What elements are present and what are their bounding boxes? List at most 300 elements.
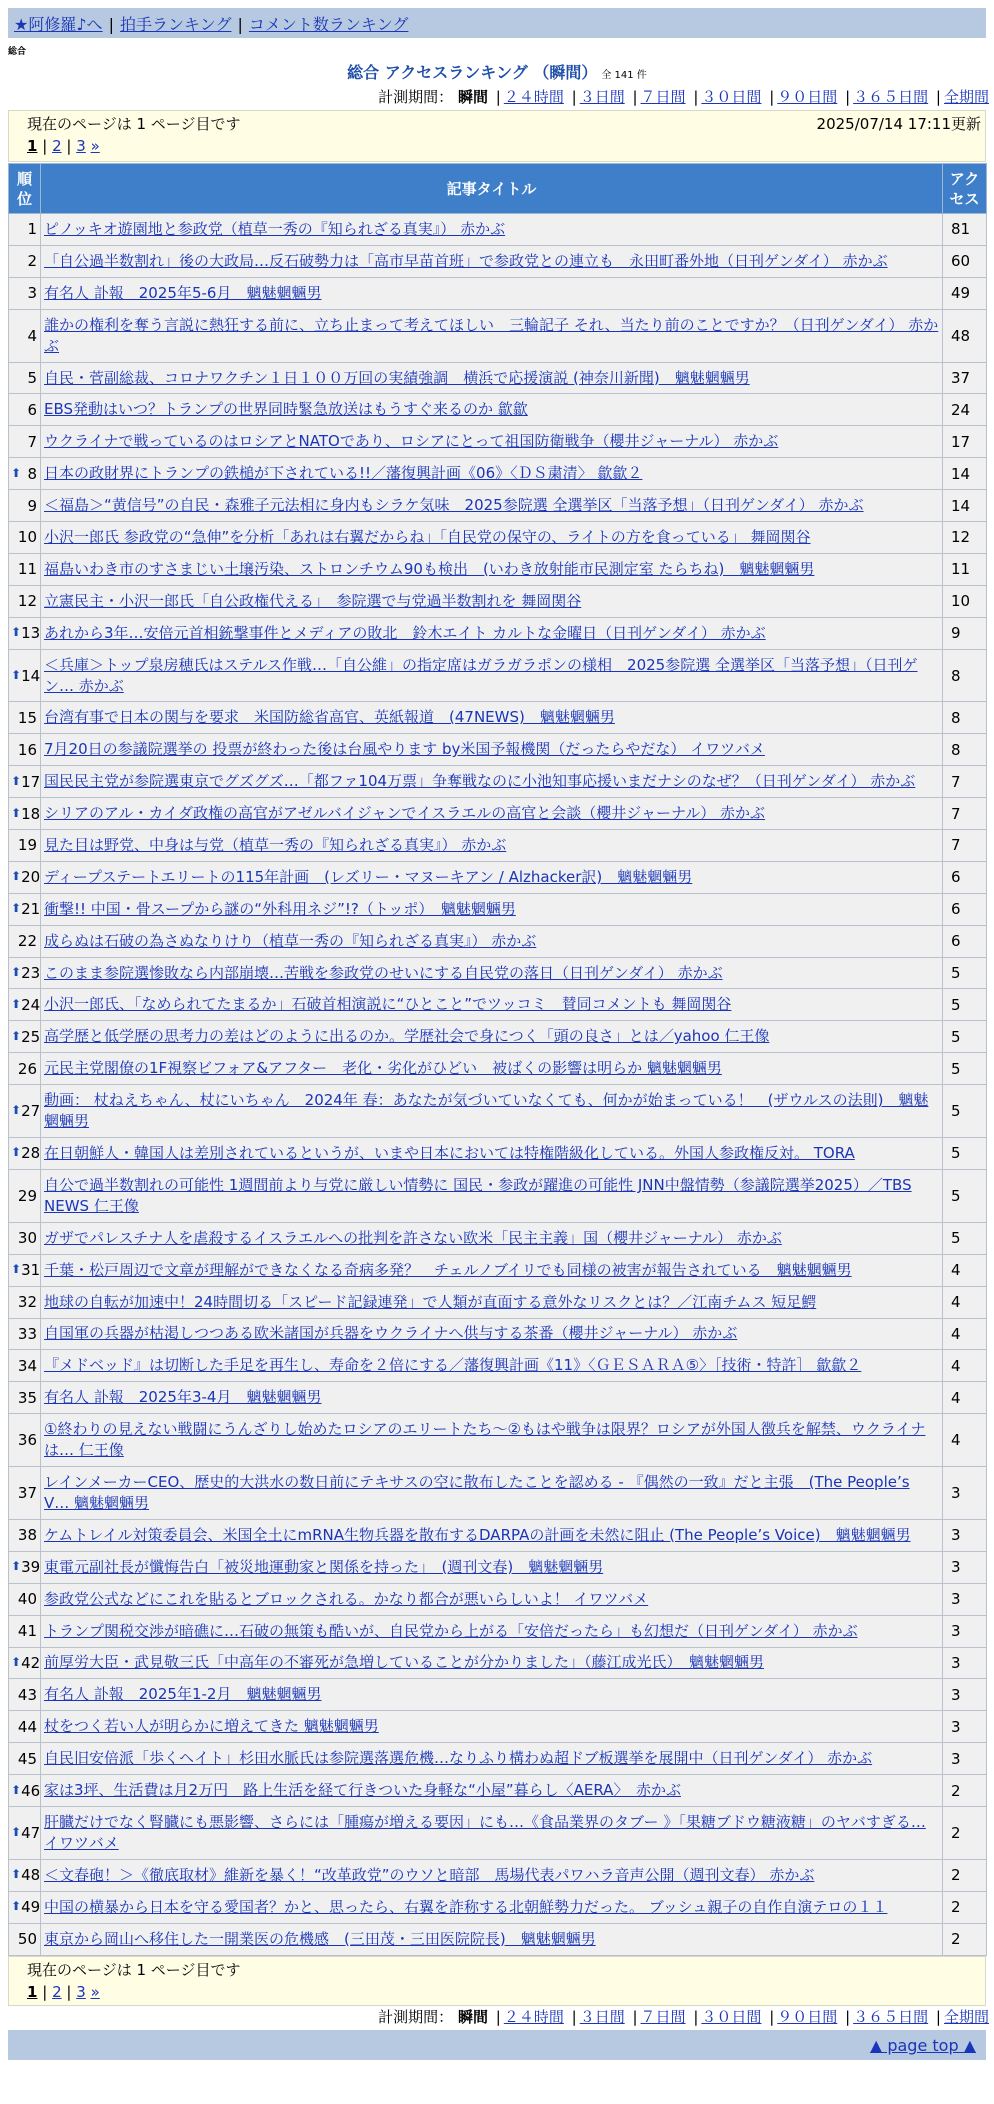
access-count: 3: [943, 1551, 987, 1583]
table-row: [9, 1806, 987, 1859]
access-count: 3: [943, 1519, 987, 1551]
rank-number: 30: [17, 1229, 37, 1248]
period-link-90d[interactable]: ９０日間: [777, 88, 838, 106]
title-cell: [41, 585, 943, 617]
title-cell: [41, 1021, 943, 1053]
link-ashura-home[interactable]: ★阿修羅♪へ: [14, 15, 103, 34]
title-cell: [41, 214, 943, 246]
rank-number: 31: [21, 1261, 41, 1280]
table-row: [9, 1891, 987, 1923]
table-row: [9, 1138, 987, 1170]
pager-next[interactable]: »: [90, 1983, 100, 2001]
article-link[interactable]: 衝撃!! 中国・骨スープから謎の“外科用ネジ”!?（トッポ） 魑魅魍魎男: [44, 899, 516, 918]
rank-number: 19: [17, 836, 37, 855]
title-cell: [41, 1286, 943, 1318]
rank-cell: [9, 1859, 41, 1891]
access-count: 5: [943, 1169, 987, 1222]
table-row: [9, 277, 987, 309]
article-link[interactable]: 参政党公式などにこれを貼るとブロックされる。かなり都合が悪いらしいよ！ イワツバメ: [44, 1589, 649, 1608]
access-count: 60: [943, 245, 987, 277]
rank-number: 32: [17, 1293, 37, 1312]
article-link[interactable]: 前厚労大臣・武見敬三氏「中高年の不審死が急増していることが分かりました」（藤江成光氏） 魑魅魍魎男: [44, 1653, 765, 1672]
article-link[interactable]: ディープステートエリートの115年計画 (レズリー・マヌーキアン / Alzhacker訳) 魑魅魍魎男: [44, 867, 693, 886]
title-cell: [41, 1254, 943, 1286]
rank-cell: [9, 702, 41, 734]
rank-number: 48: [21, 1866, 41, 1885]
rank-cell: [9, 458, 41, 490]
rank-cell: [9, 1806, 41, 1859]
rank-cell: [9, 617, 41, 649]
title-cell: [41, 1615, 943, 1647]
item-count: 全 141 件: [601, 70, 647, 81]
access-count: 7: [943, 766, 987, 798]
title-cell: [41, 702, 943, 734]
title-cell: [41, 1711, 943, 1743]
access-count: 11: [943, 553, 987, 585]
up-arrow-icon: ⬆: [11, 1867, 22, 1882]
table-row: [9, 830, 987, 862]
period-label: 計測期間：: [378, 88, 454, 106]
rank-number: 27: [21, 1102, 41, 1121]
access-count: 5: [943, 957, 987, 989]
title-cell: [41, 490, 943, 522]
period-separator: |: [495, 2008, 501, 2026]
title-cell: [41, 734, 943, 766]
article-link[interactable]: 動画： 杖ねえちゃん、杖にいちゃん 2024年 春：あなたが気づいていなくても、何かが始まっている！ (ザウルスの法則) 魑魅魍魎男: [44, 1091, 929, 1131]
rank-number: 3: [27, 284, 37, 303]
article-link[interactable]: ＜文春砲！＞《徹底取材》維新を暴く！“改革政党”のウソと暗部 馬場代表パワハラ音声公開（週刊文春） 赤かぶ: [44, 1865, 815, 1884]
period-separator: |: [769, 88, 775, 106]
article-link[interactable]: 成らぬは石破の為さぬなりけり（植草一秀の『知られざる真実』） 赤かぶ: [44, 931, 537, 950]
rank-number: 10: [17, 528, 37, 547]
table-row: [9, 214, 987, 246]
article-link[interactable]: 地球の自転が加速中！24時間切る「スピード記録連発」で人類が直面する意外なリスクとは？／江南チムス 短足鰐: [44, 1292, 817, 1311]
period-link-all[interactable]: 全期間: [943, 2008, 989, 2026]
period-link-365d[interactable]: ３６５日間: [853, 88, 929, 106]
period-link-30d[interactable]: ３０日間: [701, 2008, 762, 2026]
title-cell: [41, 893, 943, 925]
access-count: 2: [943, 1859, 987, 1891]
title-cell: [41, 362, 943, 394]
period-link-3d[interactable]: ３日間: [579, 2008, 625, 2026]
period-separator: |: [845, 88, 851, 106]
rank-number: 26: [17, 1059, 37, 1078]
article-link[interactable]: 小沢一郎氏、「なめられてたまるか」石破首相演説に“ひとこと”でツッコミ 賛同コメントも 舞岡関谷: [44, 995, 732, 1014]
pager-link-2[interactable]: 2: [52, 1983, 62, 2001]
period-link-90d[interactable]: ９０日間: [777, 2008, 838, 2026]
article-link[interactable]: 在日朝鮮人・韓国人は差別されているというが、いまや日本においては特権階級化している。外国人参政権反対。 TORA: [44, 1143, 855, 1162]
article-link[interactable]: 立憲民主・小沢一郎氏「自公政権代える」 参院選で与党過半数割れを 舞岡関谷: [44, 591, 582, 610]
title-cell: [41, 1647, 943, 1679]
access-count: 6: [943, 893, 987, 925]
access-count: 8: [943, 649, 987, 702]
period-link-24h[interactable]: ２４時間: [503, 2008, 564, 2026]
pager-link-2[interactable]: 2: [52, 137, 62, 155]
category-label: 総合: [8, 47, 27, 57]
table-row: [9, 585, 987, 617]
rank-number: 28: [21, 1144, 41, 1163]
title-cell: [41, 1318, 943, 1350]
table-row: [9, 1467, 987, 1520]
status-box-bottom: [8, 1956, 986, 2006]
rank-number: 4: [27, 326, 37, 345]
rank-cell: [9, 1414, 41, 1467]
rank-cell: [9, 277, 41, 309]
table-row: [9, 1775, 987, 1807]
article-link[interactable]: あれから3年…安倍元首相銃撃事件とメディアの敗北 鈴木エイト カルトな金曜日（日刊ゲンダイ） 赤かぶ: [44, 623, 766, 642]
article-link[interactable]: 自国軍の兵器が枯渇しつつある欧米諸国が兵器をウクライナへ供与する茶番（櫻井ジャーナル） 赤かぶ: [44, 1324, 738, 1343]
page-note: 現在のページは 1 ページ目です: [27, 115, 241, 133]
access-count: 4: [943, 1350, 987, 1382]
period-separator: |: [693, 2008, 699, 2026]
up-arrow-icon: ⬆: [11, 1899, 22, 1914]
rank-cell: [9, 522, 41, 554]
table-row: [9, 893, 987, 925]
access-count: 5: [943, 1085, 987, 1138]
rank-cell: [9, 1519, 41, 1551]
title-cell: [41, 1138, 943, 1170]
rank-cell: [9, 362, 41, 394]
rank-cell: [9, 957, 41, 989]
article-link[interactable]: 肝臓だけでなく腎臓にも悪影響、さらには「腫瘍が増える要因」にも…《食品業界のタブー 》「果糖ブドウ糖液糖」のヤバすぎる… イワツバメ: [44, 1812, 926, 1852]
article-link[interactable]: 自民旧安倍派「歩くヘイト」杉田水脈氏は参院選落選危機…なりふり構わぬ超ドブ板選挙を展開中（日刊ゲンダイ） 赤かぶ: [44, 1749, 873, 1768]
rank-number: 22: [17, 932, 37, 951]
table-row: [9, 309, 987, 362]
table-row: [9, 1711, 987, 1743]
up-arrow-icon: ⬆: [11, 1028, 22, 1043]
header-rank-label: 順位: [16, 169, 32, 208]
up-arrow-icon: ⬆: [11, 1145, 22, 1160]
rank-cell: [9, 309, 41, 362]
article-link[interactable]: 自民・菅副総裁、コロナワクチン１日１００万回の実績強調 横浜で応援演説 (神奈川新聞) 魑魅魍魎男: [44, 368, 750, 387]
table-row: [9, 989, 987, 1021]
table-row: [9, 1414, 987, 1467]
article-link[interactable]: 高学歴と低学歴の思考力の差はどのように出るのか。学歴社会で身につく「頭の良さ」とは／yahoo 仁王像: [44, 1027, 770, 1046]
up-arrow-icon: ⬆: [11, 465, 22, 480]
period-nav-bottom: [378, 2006, 989, 2027]
table-row: [9, 766, 987, 798]
rank-number: 44: [17, 1717, 37, 1736]
period-current: 瞬間: [457, 2008, 488, 2026]
rank-cell: [9, 214, 41, 246]
article-link[interactable]: このまま参院選惨敗なら内部崩壊…苦戦を参政党のせいにする自民党の落日（日刊ゲンダイ） 赤かぶ: [44, 963, 723, 982]
title-cell: [41, 277, 943, 309]
article-link[interactable]: レインメーカーCEO、歴史的大洪水の数日前にテキサスの空に散布したことを認める - 『偶然の一致』だと主張 (The People’s V… 魑魅魍魎男: [44, 1473, 910, 1512]
title-cell: [41, 1382, 943, 1414]
rank-cell: [9, 394, 41, 426]
access-count: 5: [943, 1222, 987, 1254]
up-arrow-icon: ⬆: [11, 996, 22, 1011]
access-count: 10: [943, 585, 987, 617]
access-count: 5: [943, 1021, 987, 1053]
table-row: [9, 1615, 987, 1647]
title-cell: [41, 1806, 943, 1859]
access-count: 3: [943, 1467, 987, 1520]
table-row: [9, 734, 987, 766]
rank-cell: [9, 1923, 41, 1955]
article-link[interactable]: 福島いわき市のすさまじい土壌汚染、ストロンチウム90も検出 (いわき放射能市民測定室 たらちね) 魑魅魍魎男: [44, 559, 815, 578]
article-link[interactable]: トランプ関税交渉が暗礁に…石破の無策も酷いが、自民党から上がる「安倍だったら」も幻想だ（日刊ゲンダイ） 赤かぶ: [44, 1621, 858, 1640]
rank-cell: [9, 1138, 41, 1170]
access-count: 4: [943, 1414, 987, 1467]
article-link[interactable]: ケムトレイル対策委員会、米国全土にmRNA生物兵器を散布するDARPAの計画を未然に阻止 (The People’s Voice) 魑魅魍魎男: [44, 1525, 911, 1544]
title-cell: [41, 989, 943, 1021]
period-label: 計測期間：: [378, 2008, 454, 2026]
up-arrow-icon: ⬆: [11, 667, 22, 682]
rank-number: 50: [17, 1930, 37, 1949]
rank-number: 14: [21, 666, 41, 685]
title-cell: [41, 309, 943, 362]
rank-cell: [9, 1318, 41, 1350]
table-row: [9, 1679, 987, 1711]
up-arrow-icon: ⬆: [11, 625, 22, 640]
table-row: [9, 1551, 987, 1583]
rank-cell: [9, 766, 41, 798]
article-link[interactable]: EBS発動はいつ？トランプの世界同時緊急放送はもうすぐ来るのか 歙歙: [44, 400, 528, 419]
pager-separator: |: [66, 1983, 72, 2001]
pager-next[interactable]: »: [90, 137, 100, 155]
access-count: 12: [943, 522, 987, 554]
pager-top: [27, 137, 100, 155]
access-count: 7: [943, 798, 987, 830]
article-link[interactable]: 中国の横暴から日本を守る愛国者？かと、思ったら、右翼を詐称する北朝鮮勢力だった。 ブッシュ親子の自作自演テロの１１: [44, 1897, 888, 1916]
period-link-30d[interactable]: ３０日間: [701, 88, 762, 106]
access-count: 5: [943, 1138, 987, 1170]
access-count: 4: [943, 1318, 987, 1350]
article-link[interactable]: 有名人 訃報 2025年1-2月 魑魅魍魎男: [44, 1685, 322, 1704]
rank-number: 16: [17, 740, 37, 759]
rank-number: 8: [27, 464, 37, 483]
article-link[interactable]: 自公で過半数割れの可能性 1週間前より与党に厳しい情勢に 国民・参政が躍進の可能性 JNN中盤情勢（参議院選挙2025）／TBS NEWS 仁王像: [44, 1175, 912, 1215]
title-cell: [41, 957, 943, 989]
up-arrow-icon: ⬆: [11, 773, 22, 788]
rank-number: 9: [27, 496, 37, 515]
table-row: [9, 1222, 987, 1254]
footer-bar: [8, 2030, 986, 2060]
access-count: 3: [943, 1679, 987, 1711]
title-cell: [41, 1169, 943, 1222]
header-count: [943, 164, 987, 214]
article-link[interactable]: 元民主党閣僚の1F視察ビフォア&アフター 老化・劣化がひどい 被ばくの影響は明らか 魑魅魍魎男: [44, 1059, 722, 1078]
access-count: 3: [943, 1711, 987, 1743]
access-count: 2: [943, 1775, 987, 1807]
rank-number: 1: [27, 220, 37, 239]
rank-cell: [9, 893, 41, 925]
article-link[interactable]: 有名人 訃報 2025年3-4月 魑魅魍魎男: [44, 1388, 322, 1407]
access-count: 3: [943, 1583, 987, 1615]
title-cell: [41, 1743, 943, 1775]
period-separator: |: [495, 88, 501, 106]
title-cell: [41, 617, 943, 649]
article-link[interactable]: 「自公過半数割れ」後の大政局…反石破勢力は「高市早苗首班」で参政党との連立も 永田町番外地（日刊ゲンダイ） 赤かぶ: [44, 251, 888, 270]
top-nav: [8, 8, 986, 38]
article-link[interactable]: 小沢一郎氏 参政党の“急伸”を分析「あれは右翼だからね」「自民党の保守の、ライトの方を食っている」 舞岡関谷: [44, 527, 811, 546]
table-row: [9, 362, 987, 394]
rank-cell: [9, 989, 41, 1021]
period-link-365d[interactable]: ３６５日間: [853, 2008, 929, 2026]
rank-number: 11: [17, 560, 37, 579]
rank-number: 37: [17, 1484, 37, 1502]
title-cell: [41, 245, 943, 277]
period-separator: |: [935, 2008, 941, 2026]
access-count: 4: [943, 1382, 987, 1414]
rank-cell: [9, 1679, 41, 1711]
pager-separator: |: [42, 137, 48, 155]
pager-link-3[interactable]: 3: [76, 137, 86, 155]
article-link[interactable]: ＜兵庫＞トップ泉房穂氏はステルス作戦…「自公維」の指定席はガラガラポンの様相 2025参院選 全選挙区「当落予想」（日刊ゲン… 赤かぶ: [44, 655, 918, 695]
header-count-label: アクセス: [949, 169, 980, 208]
rank-number: 43: [17, 1685, 37, 1704]
rank-cell: [9, 1169, 41, 1222]
article-link[interactable]: ①終わりの見えない戦闘にうんざりし始めたロシアのエリートたち～②もはや戦争は限界？ロシアが外国人徴兵を解禁、ウクライナは… 仁王像: [44, 1420, 926, 1460]
rank-number: 33: [17, 1324, 37, 1343]
link-comment-ranking[interactable]: コメント数ランキング: [248, 15, 409, 34]
table-row: [9, 1519, 987, 1551]
rank-cell: [9, 1743, 41, 1775]
table-row: [9, 1021, 987, 1053]
rank-cell: [9, 1775, 41, 1807]
article-link[interactable]: 杖をつく若い人が明らかに増えてきた 魑魅魍魎男: [44, 1717, 379, 1736]
title-cell: [41, 458, 943, 490]
period-link-7d[interactable]: ７日間: [640, 88, 686, 106]
table-row: [9, 1254, 987, 1286]
access-count: 8: [943, 702, 987, 734]
table-row: [9, 1286, 987, 1318]
rank-cell: [9, 553, 41, 585]
table-row: [9, 1923, 987, 1955]
rank-number: 7: [27, 432, 37, 451]
rank-cell: [9, 1021, 41, 1053]
article-link[interactable]: ピノッキオ遊園地と参政党（植草一秀の『知られざる真実』） 赤かぶ: [44, 219, 506, 238]
up-arrow-icon: ⬆: [11, 901, 22, 916]
updated-time: 2025/07/14 17:11更新: [816, 115, 981, 133]
period-separator: |: [845, 2008, 851, 2026]
table-row: [9, 702, 987, 734]
rank-cell: [9, 1615, 41, 1647]
pager-link-3[interactable]: 3: [76, 1983, 86, 2001]
table-row: [9, 394, 987, 426]
nav-separator: |: [237, 15, 243, 34]
pager-current: 1: [27, 137, 38, 155]
article-link[interactable]: 台湾有事で日本の関与を要求 米国防総省高官、英紙報道 (47NEWS) 魑魅魍魎男: [44, 708, 615, 727]
rank-number: 46: [21, 1781, 41, 1800]
page-heading: [0, 60, 994, 83]
article-link[interactable]: シリアのアル・カイダ政権の高官がアゼルバイジャンでイスラエルの高官と会談（櫻井ジャーナル） 赤かぶ: [44, 804, 766, 823]
rank-number: 21: [21, 900, 41, 919]
up-arrow-icon: ⬆: [11, 1262, 22, 1277]
title-cell: [41, 1519, 943, 1551]
article-link[interactable]: 7月20日の参議院選挙の 投票が終わった後は台風やります by米国予報機関（だったらやだな） イワツバメ: [44, 740, 765, 759]
access-count: 17: [943, 426, 987, 458]
access-count: 81: [943, 214, 987, 246]
period-separator: |: [571, 2008, 577, 2026]
rank-cell: [9, 1711, 41, 1743]
rank-cell: [9, 585, 41, 617]
period-link-7d[interactable]: ７日間: [640, 2008, 686, 2026]
article-link[interactable]: 東電元副社長が懺悔告白「被災地運動家と関係を持った」 (週刊文春) 魑魅魍魎男: [44, 1557, 604, 1576]
rank-number: 49: [21, 1898, 41, 1917]
rank-number: 45: [17, 1749, 37, 1768]
table-row: [9, 1350, 987, 1382]
period-link-24h[interactable]: ２４時間: [503, 88, 564, 106]
table-row: [9, 245, 987, 277]
title-cell: [41, 553, 943, 585]
article-link[interactable]: 誰かの権利を奪う言説に熱狂する前に、立ち止まって考えてほしい 三輪記子 それ、当たり前のことですか？（日刊ゲンダイ） 赤かぶ: [44, 315, 939, 355]
page-top-link[interactable]: ▲ page top ▲: [869, 2036, 976, 2055]
table-row: [9, 957, 987, 989]
pager-separator: |: [42, 1983, 48, 2001]
rank-cell: [9, 1350, 41, 1382]
article-link[interactable]: 国民民主党が参院選東京でグズグズ…「都ファ104万票」争奪戦なのに小池知事応援いまだナシのなぜ？（日刊ゲンダイ） 赤かぶ: [44, 772, 916, 791]
rank-cell: [9, 1583, 41, 1615]
article-link[interactable]: 家は3坪、生活費は月2万円 路上生活を経て行きついた身軽な“小屋”暮らし〈AERA〉 赤かぶ: [44, 1781, 681, 1800]
title-cell: [41, 426, 943, 458]
article-link[interactable]: 有名人 訃報 2025年5-6月 魑魅魍魎男: [44, 283, 322, 302]
rank-number: 47: [21, 1823, 41, 1842]
title-cell: [41, 766, 943, 798]
header-title: 記事タイトル: [41, 164, 943, 214]
pager-current: 1: [27, 1983, 38, 2001]
rank-cell: [9, 861, 41, 893]
title-cell: [41, 1551, 943, 1583]
article-link[interactable]: 千葉・松戸周辺で文章が理解ができなくなる奇病多発？ チェルノブイリでも同様の被害が報告されている 魑魅魍魎男: [44, 1260, 852, 1279]
access-count: 37: [943, 362, 987, 394]
article-link[interactable]: ＜福島＞“黄信号”の自民・森雅子元法相に身内もシラケ気味 2025参院選 全選挙区「当落予想」（日刊ゲンダイ） 赤かぶ: [44, 496, 864, 515]
access-count: 3: [943, 1743, 987, 1775]
period-link-all[interactable]: 全期間: [943, 88, 989, 106]
period-link-3d[interactable]: ３日間: [579, 88, 625, 106]
up-arrow-icon: ⬆: [11, 869, 22, 884]
up-arrow-icon: ⬆: [11, 805, 22, 820]
article-link[interactable]: 日本の政財界にトランプの鉄槌が下されている!!／藩復興計画《06》〈ＤＳ粛清〉 歙歙２: [44, 464, 643, 483]
article-link[interactable]: ウクライナで戦っているのはロシアとNATOであり、ロシアにとって祖国防衛戦争（櫻井ジャーナル） 赤かぶ: [44, 432, 779, 451]
title-cell: [41, 1085, 943, 1138]
rank-cell: [9, 1467, 41, 1520]
title-cell: [41, 1414, 943, 1467]
title-cell: [41, 1222, 943, 1254]
article-link[interactable]: 見た目は野党、中身は与党（植草一秀の『知られざる真実』） 赤かぶ: [44, 835, 507, 854]
access-count: 3: [943, 1615, 987, 1647]
access-count: 14: [943, 458, 987, 490]
table-row: [9, 925, 987, 957]
access-count: 6: [943, 861, 987, 893]
article-link[interactable]: 『メドベッド』は切断した手足を再生し、寿命を２倍にする／藩復興計画《11》〈ＧＥＳＡＲＡ⑤〉［技術・特許］ 歙歙２: [44, 1356, 862, 1375]
table-row: [9, 522, 987, 554]
title-cell: [41, 1859, 943, 1891]
table-row: [9, 458, 987, 490]
table-row: [9, 1169, 987, 1222]
title-cell: [41, 1679, 943, 1711]
article-link[interactable]: 東京から岡山へ移住した一開業医の危機感 (三田茂・三田医院院長) 魑魅魍魎男: [44, 1929, 596, 1948]
rank-number: 29: [17, 1186, 37, 1205]
rank-cell: [9, 830, 41, 862]
period-current: 瞬間: [457, 88, 488, 106]
table-row: [9, 649, 987, 702]
table-row: [9, 861, 987, 893]
title-cell: [41, 1467, 943, 1520]
title-cell: [41, 649, 943, 702]
article-link[interactable]: ガザでパレスチナ人を虐殺するイスラエルへの批判を許さない欧米「民主主義」国（櫻井ジャーナル） 赤かぶ: [44, 1228, 782, 1247]
access-count: 14: [943, 490, 987, 522]
rank-cell: [9, 925, 41, 957]
link-applause-ranking[interactable]: 拍手ランキング: [119, 15, 232, 34]
rank-cell: [9, 426, 41, 458]
table-row: [9, 617, 987, 649]
period-separator: |: [632, 2008, 638, 2026]
access-count: 5: [943, 1053, 987, 1085]
rank-number: 13: [21, 624, 41, 643]
title-cell: [41, 925, 943, 957]
